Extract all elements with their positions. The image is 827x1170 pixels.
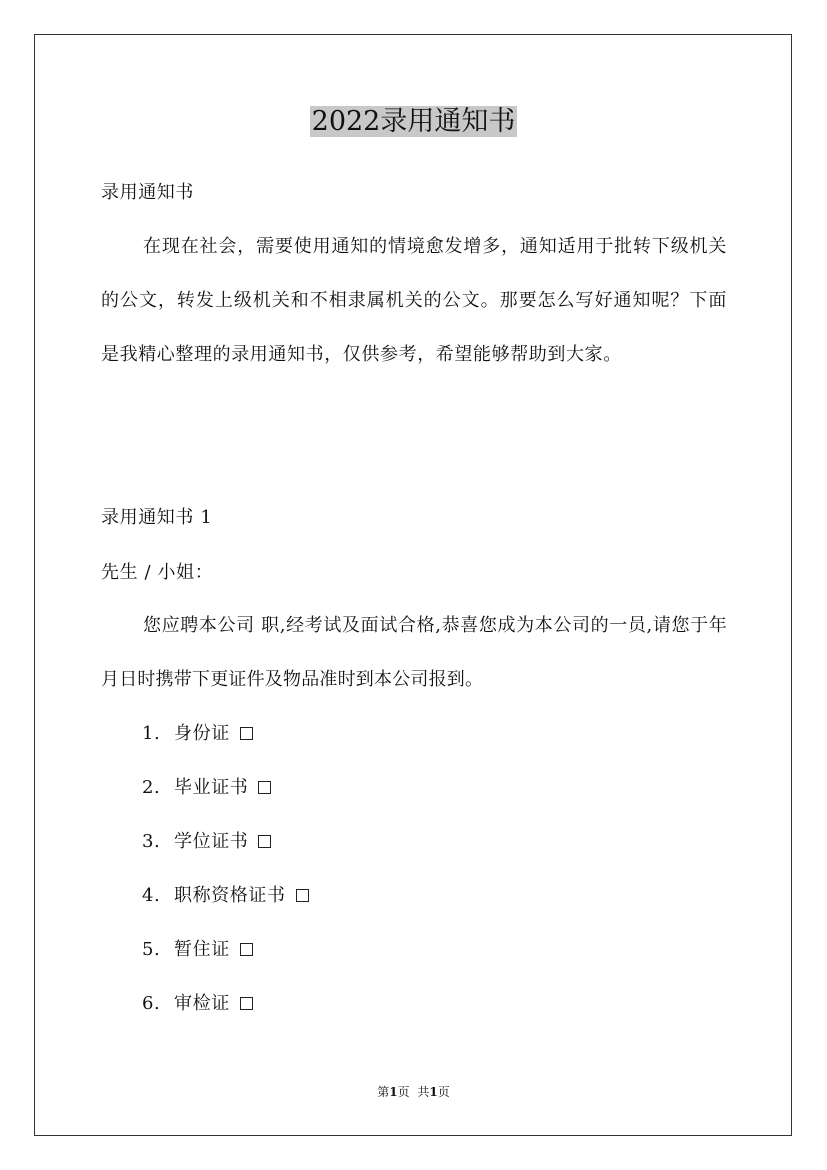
- checklist-item-number: 3.: [142, 831, 161, 852]
- checklist-item: [142, 883, 309, 937]
- checklist-item-label: 学位证书: [174, 831, 249, 852]
- checklist-item: [142, 991, 309, 1045]
- checklist-item-number: 1.: [142, 723, 161, 744]
- document-title: [0, 103, 827, 141]
- footer-total-prefix: 共: [417, 1085, 430, 1099]
- checkbox-icon: [240, 727, 253, 740]
- checklist-item-label: 暂住证: [174, 939, 230, 960]
- checklist-item: [142, 937, 309, 991]
- body-paragraph: 您应聘本公司 职,经考试及面试合格,恭喜您成为本公司的一员,请您于年月日时携带下更证件及物品准时到本公司报到。: [101, 615, 727, 690]
- checklist-item-number: 2.: [142, 777, 161, 798]
- footer-page-suffix: 页: [397, 1085, 410, 1099]
- checkbox-icon: [296, 889, 309, 902]
- checklist-item-label: 毕业证书: [174, 777, 249, 798]
- checkbox-icon: [240, 997, 253, 1010]
- checkbox-icon: [258, 835, 271, 848]
- checklist-item: [142, 721, 309, 775]
- footer-page-prefix: 第: [377, 1085, 390, 1099]
- document-title-text: 2022录用通知书: [311, 106, 516, 137]
- checklist-item-label: 审检证: [174, 993, 230, 1014]
- salutation: 先生 / 小姐：: [101, 562, 214, 583]
- section-heading: 录用通知书 1: [101, 507, 213, 528]
- checklist-item-label: 身份证: [174, 723, 230, 744]
- checklist-item-number: 6.: [142, 993, 161, 1014]
- intro-paragraph: 在现在社会，需要使用通知的情境愈发增多，通知适用于批转下级机关的公文，转发上级机关和不相隶属机关的公文。那要怎么写好通知呢？下面是我精心整理的录用通知书，仅供参考，希望能够帮助到大家。: [101, 236, 727, 365]
- checklist-item-number: 4.: [142, 885, 161, 906]
- checklist-item-number: 5.: [142, 939, 161, 960]
- document-subtitle: 录用通知书: [101, 182, 194, 203]
- page-footer: [0, 1084, 827, 1100]
- document-checklist: [142, 721, 309, 1045]
- footer-page-total: 1: [429, 1085, 438, 1099]
- checklist-item: [142, 829, 309, 883]
- checkbox-icon: [240, 943, 253, 956]
- footer-page-current: 1: [389, 1085, 398, 1099]
- checklist-item: [142, 775, 309, 829]
- footer-total-suffix: 页: [437, 1085, 450, 1099]
- checklist-item-label: 职称资格证书: [174, 885, 286, 906]
- checkbox-icon: [258, 781, 271, 794]
